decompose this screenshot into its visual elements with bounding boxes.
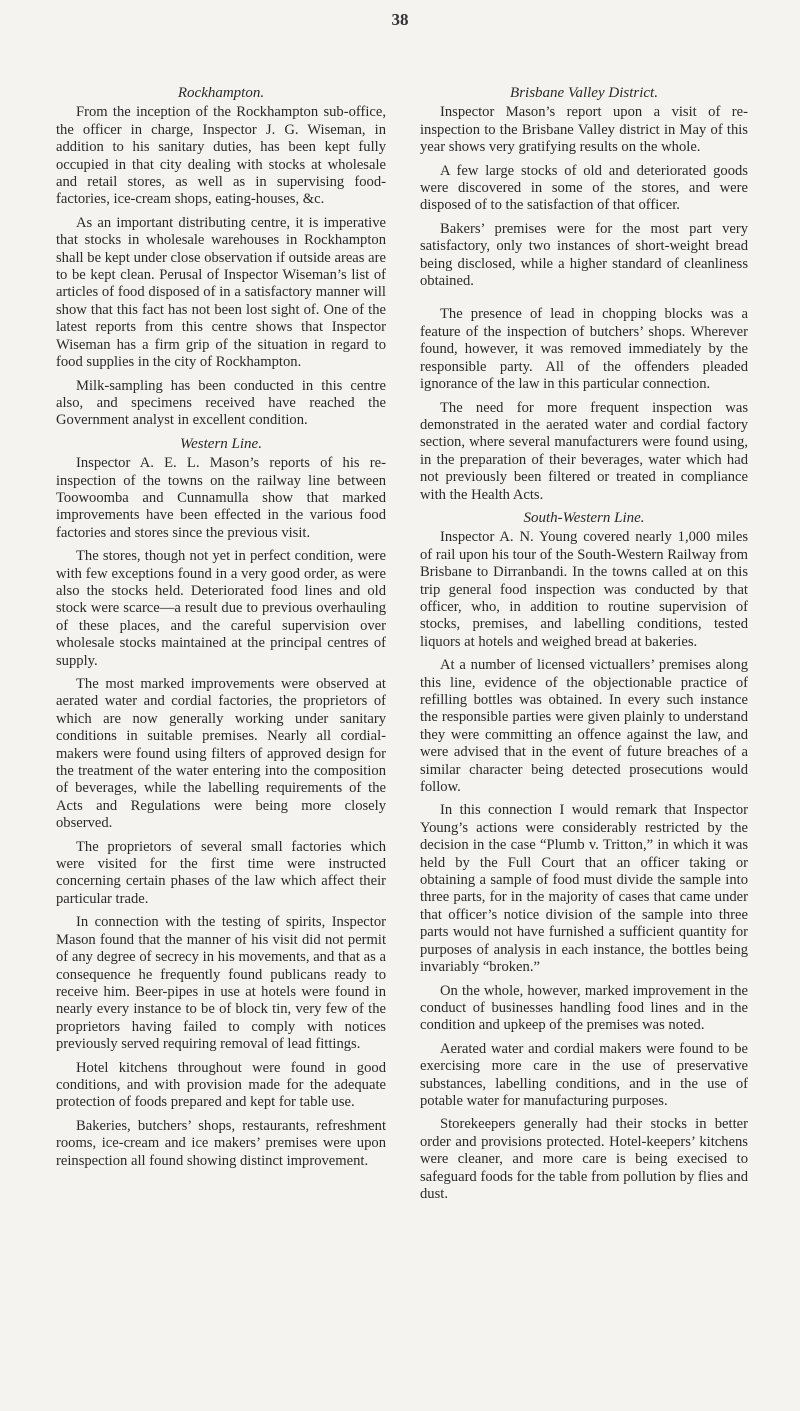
section-heading-rockhampton: Rockhampton. <box>177 85 265 101</box>
section-heading-western-line: Western Line. <box>180 435 262 452</box>
section-rockhampton <box>56 85 386 430</box>
paragraph: On the whole, however, marked improvement in the conduct of businesses handling food lines and in the condition and upkeep of the premises was noted. <box>420 982 748 1034</box>
paragraph: Bakers’ premises were for the most part very satisfactory, only two instances of short-weight bread being disclosed, while a higher standard of cleanliness obtained. <box>420 220 748 290</box>
paragraph: From the inception of the Rockhampton sub-office, the officer in charge, Inspector J. G. Wiseman, in addition to his sanitary duties, has been kept fully occupied in that city dealing with stocks at wholesale and retail stores, as well as in supervising food-factories, ice-cream shops, eating-houses, &c. <box>56 104 386 208</box>
paragraph: Inspector A. N. Young covered nearly 1,000 miles of rail upon his tour of the South-Western Railway from Brisbane to Dirranbandi. In the towns called at on this trip general food inspection was conducted by that officer, who, in addition to routine supervision of stocks, premises, and labelling conditions, tested liquors at hotels and weighed bread at bakeries. <box>420 529 748 650</box>
paragraph: At a number of licensed victuallers’ premises along this line, evidence of the objectionable practice of refilling bottles was obtained. In every such instance the responsible parties were given plainly to understand they were committing an offence against the law, and were advised that in the event of future breaches of a similar character being detected prosecutions would follow. <box>420 657 748 796</box>
right-column <box>420 85 748 1209</box>
paragraph: In connection with the testing of spirits, Inspector Mason found that the manner of his visit did not permit of any degree of secrecy in his movements, and that as a consequence he frequently found publicans ready to receive him. Beer-pipes in use at hotels were found in nearly every instance to be of block tin, very few of the proprietors having failed to comply with notices previously served requiring removal of lead fittings. <box>56 914 386 1053</box>
section-south-western-line <box>420 510 748 1203</box>
section-western-line <box>56 436 386 1170</box>
paragraph: Bakeries, butchers’ shops, restaurants, refreshment rooms, ice-cream and ice makers’ premises were upon reinspection all found showing distinct improvement. <box>56 1117 386 1169</box>
paragraph: Inspector A. E. L. Mason’s reports of his re-inspection of the towns on the railway line between Toowoomba and Cunnamulla show that marked improvements have been effected in the various food factories and stores since the previous visit. <box>56 455 386 541</box>
paragraph: Aerated water and cordial makers were found to be exercising more care in the use of preservative substances, labelling conditions, and in the use of potable water for manufacturing purposes. <box>420 1040 748 1109</box>
paragraph: The need for more frequent inspection was demonstrated in the aerated water and cordial factory section, where several manufacturers were found using, in the preparation of their beverages, water which had not previously been filtered or treated in compliance with the Health Acts. <box>420 399 748 503</box>
paragraph: Inspector Mason’s report upon a visit of re-inspection to the Brisbane Valley district in May of this year shows very gratifying results on the whole. <box>420 104 748 156</box>
section-heading-brisbane-valley: Brisbane Valley District. <box>510 85 658 101</box>
paragraph: The proprietors of several small factories which were visited for the first time were instructed concerning certain phases of the law which affect their particular trade. <box>56 838 386 907</box>
paragraph: As an important distributing centre, it is imperative that stocks in wholesale warehouses in Rockhampton shall be kept under close observation if outside areas are to be kept clean. Perusal of Inspector Wiseman’s list of articles of food disposed of in a satisfactory manner will show that this fact has not been lost sight of. One of the latest reports from this centre shows that Inspector Wiseman has a firm grip of the situation in regard to food supplies in the city of Rockhampton. <box>56 214 386 371</box>
paragraph: In this connection I would remark that Inspector Young’s actions were considerably restricted by the decision in the case “Plumb v. Tritton,” in which it was held by the Full Court that an officer taking or obtaining a sample of food must divide the sample into three parts, for in the majority of cases that came under that officer’s notice division of the sample into three parts would not have furnished a sufficient quantity for purposes of analysis in each instance, the bottles being invariably “broken.” <box>420 802 748 976</box>
paragraph: A few large stocks of old and deteriorated goods were discovered in some of the stores, and were disposed of to the satisfaction of that officer. <box>420 162 748 214</box>
paragraph: The stores, though not yet in perfect condition, were with few exceptions found in a very good order, as were also the stocks held. Deteriorated food lines and old stock were scarce—a result due to previous overhauling of these places, and the careful supervision over wholesale stocks maintained at the principal centres of supply. <box>56 548 386 669</box>
paragraph: Storekeepers generally had their stocks in better order and provisions protected. Hotel-keepers’ kitchens were cleaner, and more care is being execised to safeguard foods for the table from pollution by flies and dust. <box>420 1116 748 1202</box>
paragraph: Milk-sampling has been conducted in this centre also, and specimens received have reached the Government analyst in excellent condition. <box>56 377 386 429</box>
left-column <box>56 85 386 1176</box>
section-heading-south-western-line: South-Western Line. <box>523 509 645 526</box>
section-brisbane-valley <box>420 85 748 504</box>
paragraph: The presence of lead in chopping blocks was a feature of the inspection of butchers’ shops. Wherever found, however, it was removed immediately by the responsible party. All of the offenders pleaded ignorance of the law in this particular connection. <box>420 306 748 393</box>
paragraph: The most marked improvements were observed at aerated water and cordial factories, the proprietors of which are now generally working under sanitary conditions in suitable premises. Nearly all cordial-makers were found using filters of approved design for the treatment of the water entering into the composition of beverages, while the labelling requirements of the Acts and Regulations were being more closely observed. <box>56 676 386 832</box>
paragraph: Hotel kitchens throughout were found in good conditions, and with provision made for the adequate protection of foods prepared and kept for table use. <box>56 1059 386 1111</box>
page-number: 38 <box>391 10 409 29</box>
